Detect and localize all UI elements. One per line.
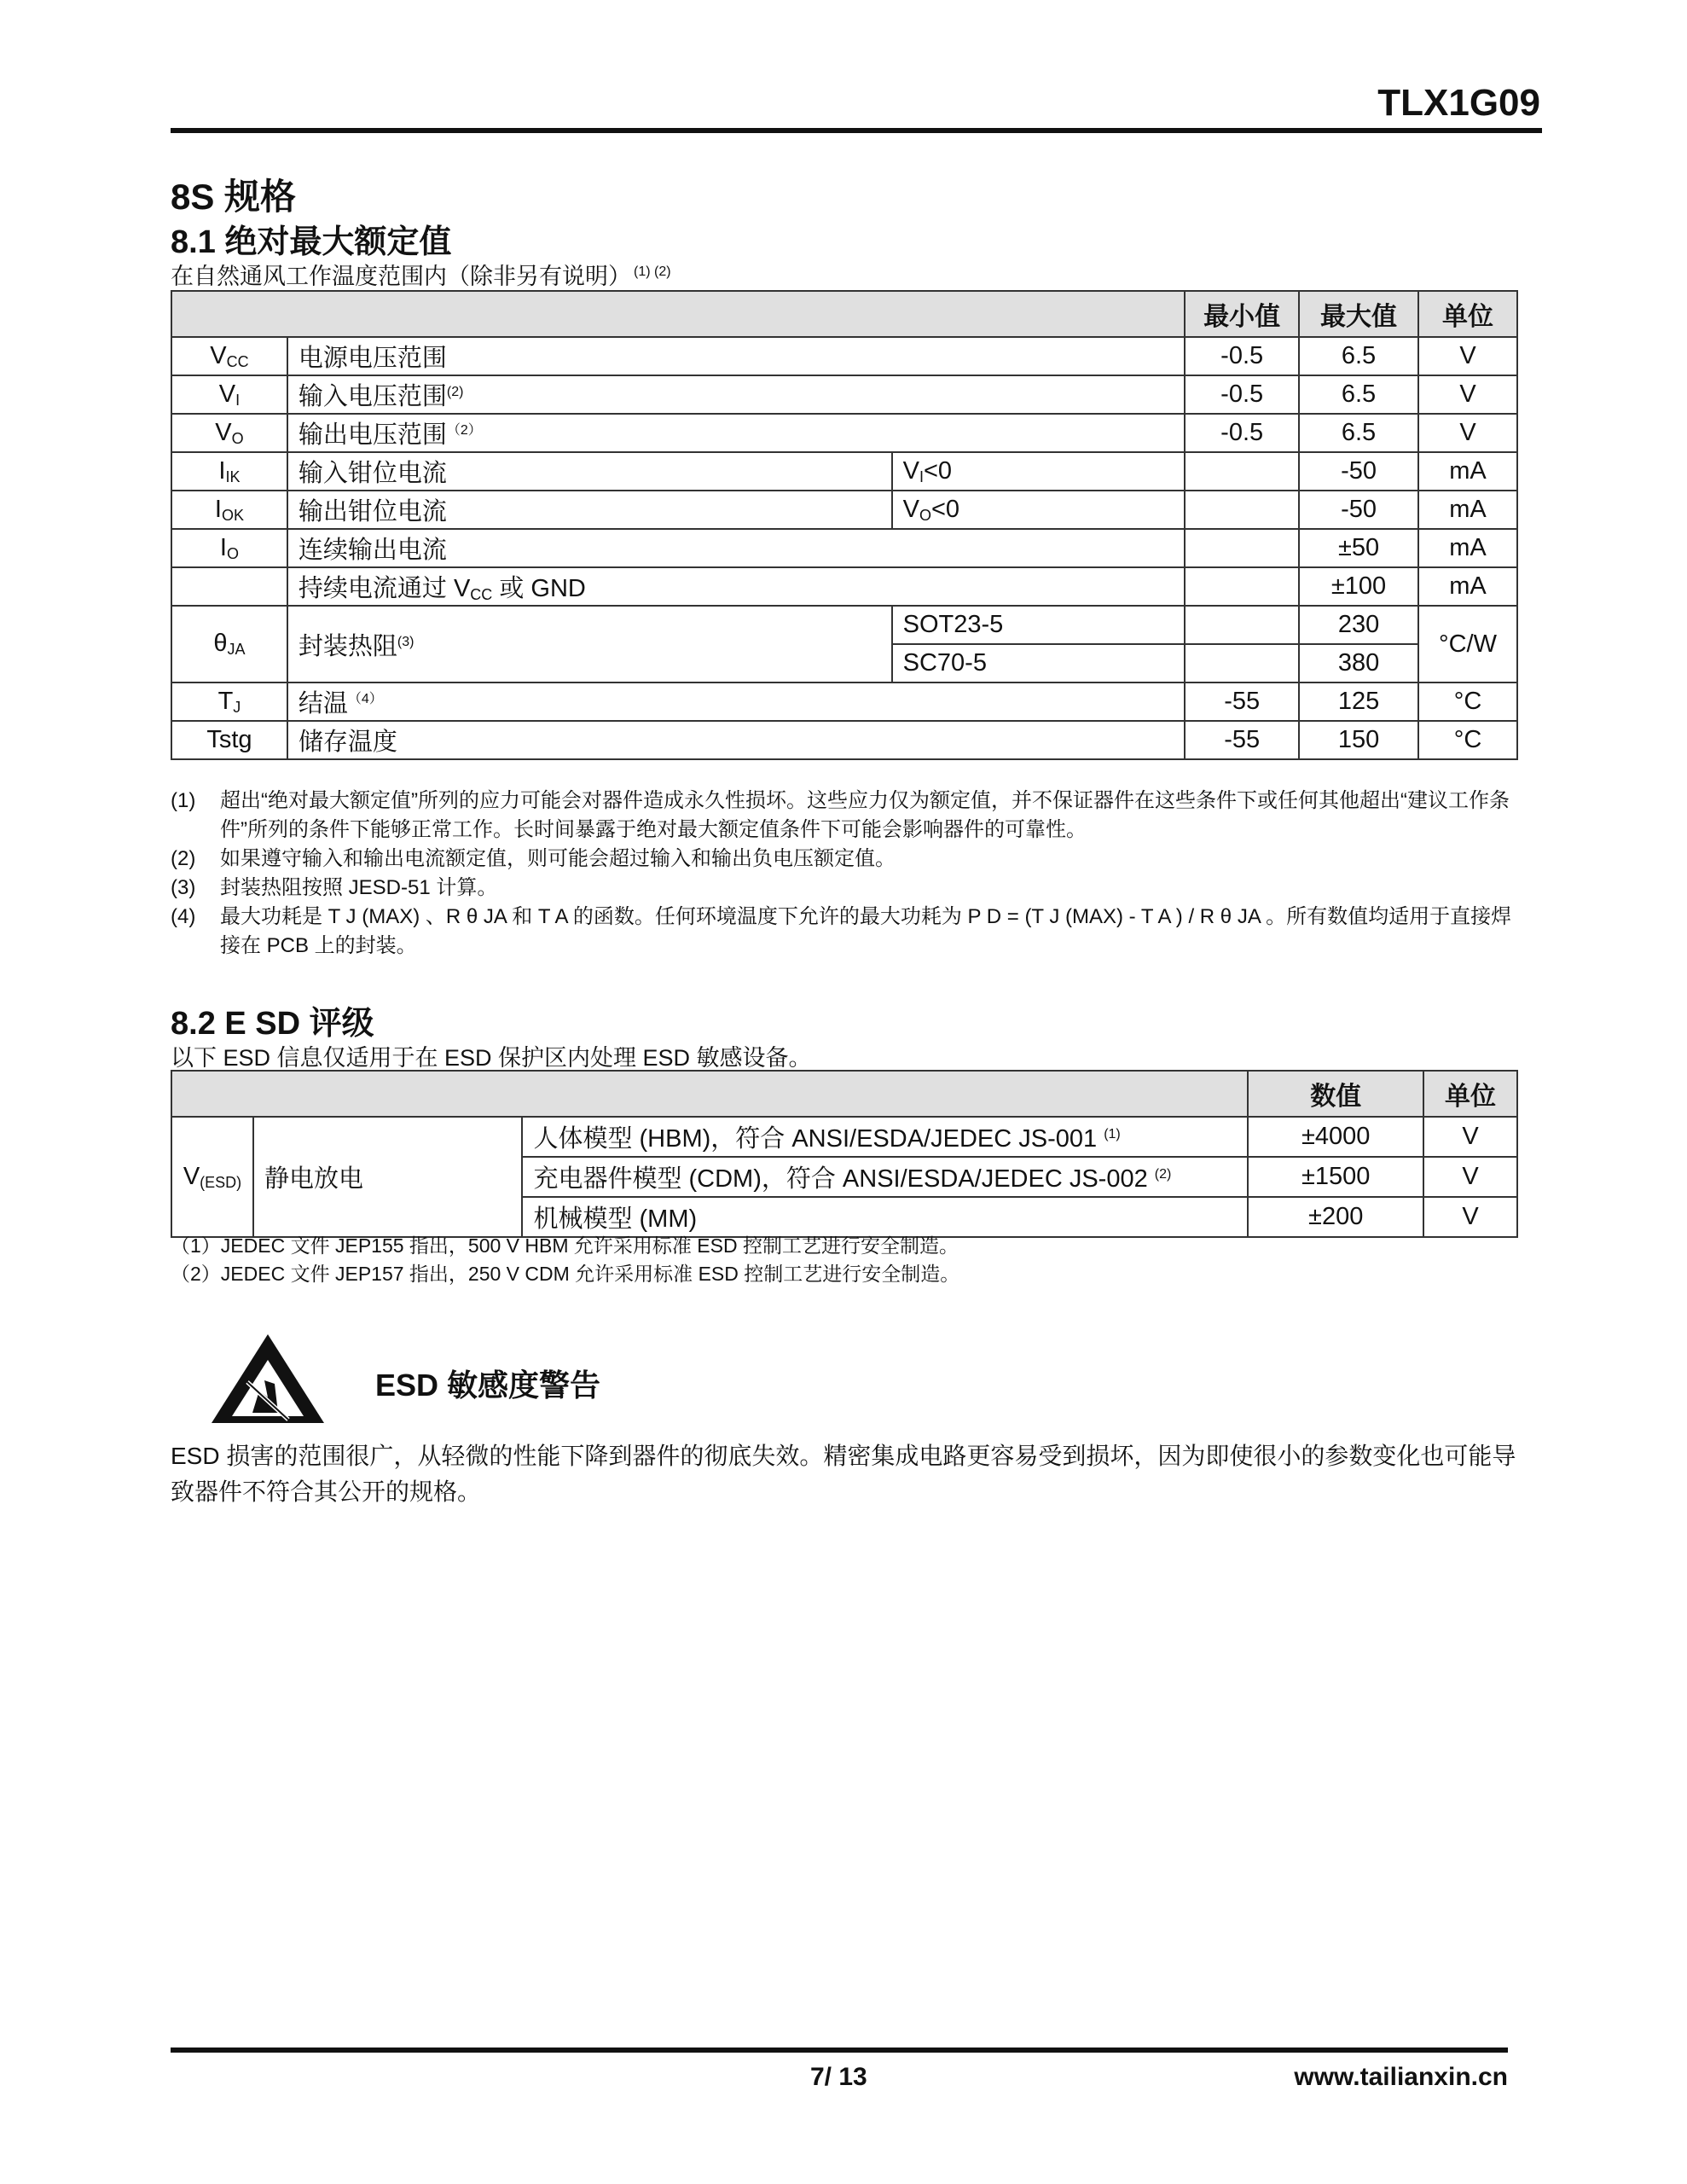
esd-header-row <box>171 1071 1517 1117</box>
row-symbol: $I_O$ <box>171 529 287 567</box>
row-unit: mA <box>1418 529 1517 567</box>
note-item: (4) 最大功耗是 T J (MAX) 、R θ JA 和 T A 的函数。任何环境温度下允许的最大功耗为 P D = (T J (MAX) - T A ) / R θ JA 。所有数值均适用于直接焊接在 PCB 上的封装。 <box>171 905 1512 957</box>
row-param: 输出电压范围$^{(2)}$ <box>287 414 1185 452</box>
header-blank <box>171 291 1185 337</box>
esd-model: 机械模型 (MM) <box>522 1197 1248 1237</box>
row-symbol: $V_O$ <box>171 414 287 452</box>
header-part-number: TLX1G09 <box>1377 82 1540 124</box>
row-param: 封装热阻$^{(3)}$ <box>287 606 892 682</box>
header-blank <box>171 1071 1248 1117</box>
row-min <box>1185 529 1299 567</box>
row-param: 输出钳位电流 <box>287 491 892 529</box>
row-symbol: Tstg <box>171 721 287 759</box>
table-row <box>171 375 1517 414</box>
col-value: 数值 <box>1248 1071 1423 1117</box>
row-max: -50 <box>1299 452 1418 491</box>
table-row <box>171 529 1517 567</box>
row-max: ±50 <box>1299 529 1418 567</box>
abs-max-title: 8.1 绝对最大额定值 <box>171 224 452 260</box>
esd-value: ±1500 <box>1248 1157 1423 1197</box>
col-min: 最小值 <box>1185 291 1299 337</box>
row-symbol: $V_{CC}$ <box>171 337 287 375</box>
row-unit: °C <box>1418 721 1517 759</box>
row-min: -55 <box>1185 721 1299 759</box>
esd-value: ±200 <box>1248 1197 1423 1237</box>
row-unit: V <box>1418 414 1517 452</box>
row-condition: $V_I<0$ <box>892 452 1186 491</box>
table-row <box>171 1117 1517 1157</box>
page-number: 7/ 13 <box>810 2063 867 2091</box>
note-item: （2）JEDEC 文件 JEP157 指出，250 V CDM 允许采用标准 ESD 控制工艺进行安全制造。 <box>171 1263 960 1285</box>
row-min <box>1185 567 1299 606</box>
row-symbol <box>171 567 287 606</box>
row-unit: V <box>1418 375 1517 414</box>
row-max: 230 <box>1299 606 1418 644</box>
row-max: 125 <box>1299 682 1418 721</box>
row-condition: $V_O<0$ <box>892 491 1186 529</box>
esd-unit: V <box>1423 1117 1517 1157</box>
col-unit: 单位 <box>1418 291 1517 337</box>
row-max: 6.5 <box>1299 337 1418 375</box>
row-unit: V <box>1418 337 1517 375</box>
esd-symbol: $V_{(ESD)}$ <box>171 1117 253 1237</box>
table-row <box>171 337 1517 375</box>
row-min: -55 <box>1185 682 1299 721</box>
header-rule <box>171 128 1542 133</box>
esd-notes <box>171 1232 959 1288</box>
table-row <box>171 682 1517 721</box>
row-min <box>1185 452 1299 491</box>
abs-max-header-row <box>171 291 1517 337</box>
note-item: (2) 如果遵守输入和输出电流额定值，则可能会超过输入和输出负电压额定值。 <box>171 847 896 870</box>
abs-max-subtitle: 在自然通风工作温度范围内（除非另有说明） $^{(1) (2)}$ <box>171 264 671 289</box>
table-row <box>171 491 1517 529</box>
row-min: -0.5 <box>1185 337 1299 375</box>
table-row <box>171 452 1517 491</box>
row-param: 持续电流通过 $V_{CC}$ 或 GND <box>287 567 1185 606</box>
row-param: 输入钳位电流 <box>287 452 892 491</box>
row-max: -50 <box>1299 491 1418 529</box>
row-max: ±100 <box>1299 567 1418 606</box>
table-row <box>171 567 1517 606</box>
row-min: -0.5 <box>1185 414 1299 452</box>
row-symbol: $\theta_{JA}$ <box>171 606 287 682</box>
row-min <box>1185 644 1299 682</box>
esd-warning-icon <box>208 1331 328 1426</box>
esd-model: 人体模型 (HBM)，符合 ANSI/ESDA/JEDEC JS-001 $^{(1)}$ <box>522 1117 1248 1157</box>
row-symbol: $V_I$ <box>171 375 287 414</box>
row-unit: °C/W <box>1418 606 1517 682</box>
col-max: 最大值 <box>1299 291 1418 337</box>
row-max: 6.5 <box>1299 375 1418 414</box>
row-unit: mA <box>1418 452 1517 491</box>
esd-unit: V <box>1423 1197 1517 1237</box>
note-item: (3) 封装热阻按照 JESD-51 计算。 <box>171 876 498 899</box>
row-max: 380 <box>1299 644 1418 682</box>
section-title: 8S 规格 <box>171 177 297 217</box>
row-max: 150 <box>1299 721 1418 759</box>
esd-table <box>171 1070 1518 1238</box>
row-package: SOT23-5 <box>892 606 1186 644</box>
row-symbol: $T_J$ <box>171 682 287 721</box>
website-link[interactable]: www.tailianxin.cn <box>1294 2063 1508 2091</box>
row-min <box>1185 606 1299 644</box>
table-row <box>171 721 1517 759</box>
footer-rule <box>171 2048 1508 2053</box>
row-symbol: $I_{IK}$ <box>171 452 287 491</box>
abs-max-notes <box>171 787 1518 961</box>
row-max: 6.5 <box>1299 414 1418 452</box>
row-param: 储存温度 <box>287 721 1185 759</box>
abs-max-table <box>171 290 1518 760</box>
row-unit: °C <box>1418 682 1517 721</box>
esd-unit: V <box>1423 1157 1517 1197</box>
esd-title: 8.2 E SD 评级 <box>171 1006 374 1042</box>
row-symbol: $I_{OK}$ <box>171 491 287 529</box>
table-row <box>171 606 1517 644</box>
esd-model: 充电器件模型 (CDM)，符合 ANSI/ESDA/JEDEC JS-002 $^{(2)}$ <box>522 1157 1248 1197</box>
row-min <box>1185 491 1299 529</box>
note-item: （1）JEDEC 文件 JEP155 指出，500 V HBM 允许采用标准 ESD 控制工艺进行安全制造。 <box>171 1234 959 1257</box>
row-param: 电源电压范围 <box>287 337 1185 375</box>
row-package: SC70-5 <box>892 644 1186 682</box>
esd-value: ±4000 <box>1248 1117 1423 1157</box>
col-unit: 单位 <box>1423 1071 1517 1117</box>
note-item: (1) 超出“绝对最大额定值”所列的应力可能会对器件造成永久性损坏。这些应力仅为额定值，并不保证器件在这些条件下或任何其他超出“建议工作条件”所列的条件下能够正常工作。长时间暴露于绝对最大额定值条件下可能会影响器件的可靠性。 <box>171 789 1510 841</box>
table-row <box>171 414 1517 452</box>
esd-subtitle: 以下 ESD 信息仅适用于在 ESD 保护区内处理 ESD 敏感设备。 <box>171 1045 812 1071</box>
row-unit: mA <box>1418 491 1517 529</box>
esd-param: 静电放电 <box>253 1117 522 1237</box>
row-param: 连续输出电流 <box>287 529 1185 567</box>
row-min: -0.5 <box>1185 375 1299 414</box>
warning-text: ESD 损害的范围很广，从轻微的性能下降到器件的彻底失效。精密集成电路更容易受到损坏，因为即使很小的参数变化也可能导致器件不符合其公开的规格。 <box>171 1443 1516 1505</box>
row-param: 输入电压范围$^{(2)}$ <box>287 375 1185 414</box>
warning-title: ESD 敏感度警告 <box>375 1368 601 1403</box>
row-param: 结温$^{(4)}$ <box>287 682 1185 721</box>
row-unit: mA <box>1418 567 1517 606</box>
